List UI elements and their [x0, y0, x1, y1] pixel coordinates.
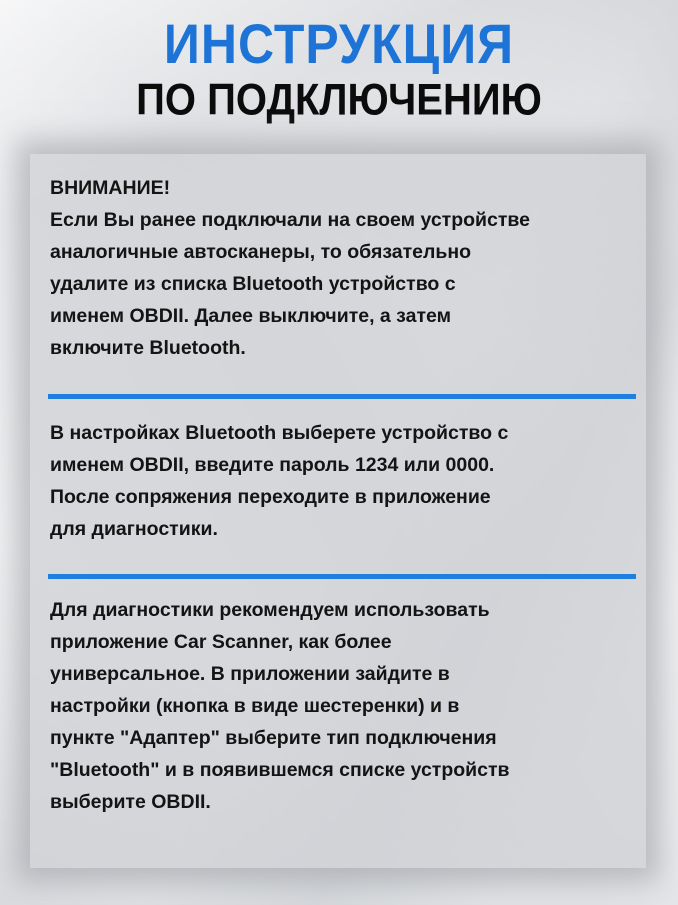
warning-section — [50, 172, 640, 364]
warning-line: Если Вы ранее подключали на своем устройстве — [50, 209, 530, 231]
app-line: выберите OBDII. — [50, 791, 211, 813]
warning-line: включите Bluetooth. — [50, 337, 246, 359]
pairing-section — [50, 417, 640, 545]
app-section — [50, 594, 640, 818]
app-line: приложение Car Scanner, как более — [50, 631, 392, 653]
warning-line: удалите из списка Bluetooth устройство с — [50, 273, 456, 295]
app-line: универсальное. В приложении зайдите в — [50, 663, 450, 685]
pairing-line: В настройках Bluetooth выберете устройство с — [50, 422, 509, 444]
warning-line: аналогичные автосканеры, то обязательно — [50, 241, 472, 263]
warning-heading: ВНИМАНИЕ! — [50, 177, 171, 199]
pairing-line: именем OBDII, введите пароль 1234 или 0000. — [50, 454, 495, 476]
app-line: настройки (кнопка в виде шестеренки) и в — [50, 695, 460, 717]
pairing-line: После сопряжения переходите в приложение — [50, 486, 491, 508]
page-subtitle: ПО ПОДКЛЮЧЕНИЮ — [136, 75, 542, 125]
app-line: "Bluetooth" и в появившемся списке устройств — [50, 759, 510, 781]
page-title: ИНСТРУКЦИЯ — [163, 12, 515, 76]
section-divider — [48, 574, 636, 579]
pairing-line: для диагностики. — [50, 518, 218, 540]
section-divider — [48, 394, 636, 399]
app-line: Для диагностики рекомендуем использовать — [50, 599, 490, 621]
app-line: пункте "Адаптер" выберите тип подключения — [50, 727, 497, 749]
warning-line: именем OBDII. Далее выключите, а затем — [50, 305, 452, 327]
